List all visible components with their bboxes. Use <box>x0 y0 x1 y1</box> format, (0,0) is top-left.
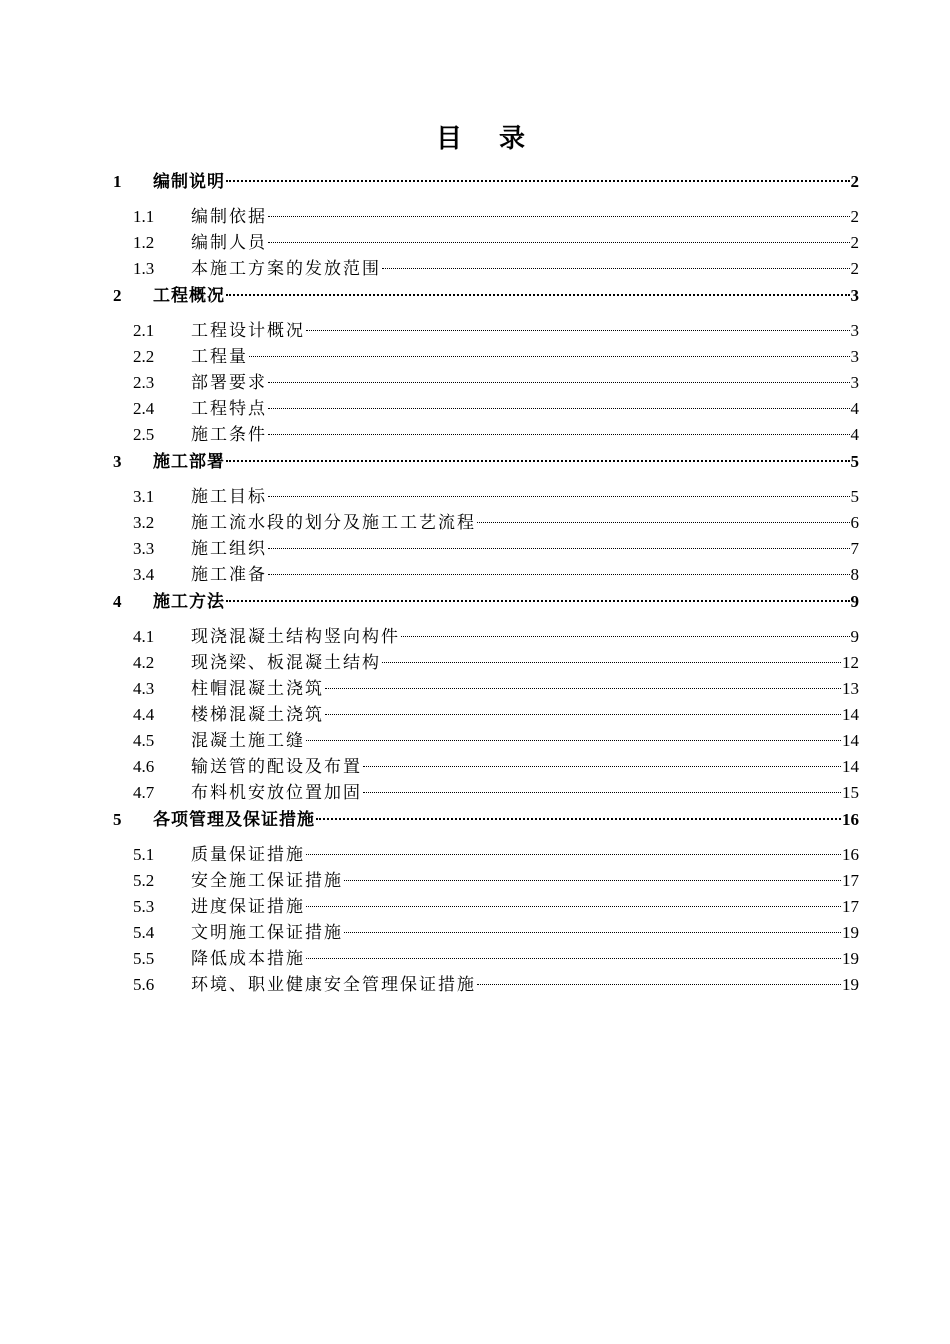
toc-entry-title: 编制人员 <box>191 233 267 253</box>
toc-dot-leader <box>306 854 841 855</box>
toc-dot-leader <box>477 984 841 985</box>
toc-entry-page: 19 <box>842 975 859 994</box>
toc-section-entry[interactable] <box>113 484 859 510</box>
toc-entry-page: 8 <box>850 565 859 584</box>
toc-dot-leader <box>306 740 841 741</box>
toc-dot-leader <box>382 662 841 663</box>
toc-dot-leader <box>226 294 850 296</box>
toc-entry-number: 2.1 <box>133 321 155 340</box>
toc-entry-page: 14 <box>842 731 859 750</box>
toc-entry-title: 工程量 <box>191 347 248 367</box>
toc-entry-title: 施工组织 <box>191 539 267 559</box>
toc-dot-leader <box>306 958 841 959</box>
toc-section-entry[interactable] <box>113 344 859 370</box>
toc-chapter-entry[interactable] <box>113 588 859 624</box>
toc-entry-number: 5.5 <box>133 949 155 968</box>
toc-dot-leader <box>363 792 841 793</box>
toc-entry-number: 3.4 <box>133 565 155 584</box>
toc-entry-title: 施工流水段的划分及施工工艺流程 <box>191 513 476 533</box>
toc-entry-page: 15 <box>842 783 859 802</box>
toc-dot-leader <box>401 636 850 637</box>
toc-section-entry[interactable] <box>113 396 859 422</box>
toc-entry-title: 工程设计概况 <box>191 321 305 341</box>
toc-entry-page: 3 <box>850 347 859 366</box>
toc-dot-leader <box>268 242 850 243</box>
toc-dot-leader <box>363 766 841 767</box>
toc-entry-title: 进度保证措施 <box>191 897 305 917</box>
toc-entry-number: 1.1 <box>133 207 155 226</box>
toc-entry-page: 19 <box>842 923 859 942</box>
toc-section-entry[interactable] <box>113 972 859 998</box>
toc-entry-number: 3 <box>113 452 122 471</box>
toc-entry-title: 工程特点 <box>191 399 267 419</box>
toc-entry-number: 4.4 <box>133 705 155 724</box>
toc-entry-title: 编制依据 <box>191 207 267 227</box>
toc-entry-page: 2 <box>850 259 859 278</box>
toc-section-entry[interactable] <box>113 676 859 702</box>
toc-entry-page: 5 <box>850 452 859 471</box>
toc-entry-number: 5.6 <box>133 975 155 994</box>
toc-entry-number: 4.6 <box>133 757 155 776</box>
toc-entry-title: 施工条件 <box>191 425 267 445</box>
toc-entry-number: 3.3 <box>133 539 155 558</box>
toc-entry-title: 现浇梁、板混凝土结构 <box>191 653 381 673</box>
toc-section-entry[interactable] <box>113 702 859 728</box>
toc-section-entry[interactable] <box>113 422 859 448</box>
toc-entry-title: 输送管的配设及布置 <box>191 757 362 777</box>
toc-section-entry[interactable] <box>113 370 859 396</box>
toc-dot-leader <box>226 600 850 602</box>
toc-dot-leader <box>268 574 850 575</box>
toc-section-entry[interactable] <box>113 780 859 806</box>
toc-entry-title: 本施工方案的发放范围 <box>191 259 381 279</box>
toc-entry-page: 3 <box>850 321 859 340</box>
toc-entry-number: 4.2 <box>133 653 155 672</box>
toc-dot-leader <box>344 932 841 933</box>
toc-entry-title: 柱帽混凝土浇筑 <box>191 679 324 699</box>
toc-entry-page: 9 <box>850 627 859 646</box>
toc-entry-number: 1.3 <box>133 259 155 278</box>
toc-dot-leader <box>325 688 841 689</box>
toc-entry-page: 17 <box>842 871 859 890</box>
toc-entry-page: 2 <box>850 207 859 226</box>
toc-entry-title: 布料机安放位置加固 <box>191 783 362 803</box>
toc-entry-title: 编制说明 <box>153 172 225 192</box>
toc-section-entry[interactable] <box>113 728 859 754</box>
toc-entry-number: 4.7 <box>133 783 155 802</box>
toc-entry-title: 安全施工保证措施 <box>191 871 343 891</box>
toc-entry-title: 工程概况 <box>153 286 225 306</box>
toc-dot-leader <box>325 714 841 715</box>
toc-dot-leader <box>268 548 850 549</box>
toc-dot-leader <box>306 906 841 907</box>
toc-entry-title: 各项管理及保证措施 <box>153 810 315 830</box>
toc-dot-leader <box>268 434 850 435</box>
toc-entry-page: 7 <box>850 539 859 558</box>
toc-dot-leader <box>249 356 850 357</box>
toc-section-entry[interactable] <box>113 624 859 650</box>
toc-section-entry[interactable] <box>113 894 859 920</box>
toc-entry-title: 环境、职业健康安全管理保证措施 <box>191 975 476 995</box>
toc-entry-title: 降低成本措施 <box>191 949 305 969</box>
toc-section-entry[interactable] <box>113 318 859 344</box>
toc-entry-page: 9 <box>850 592 859 611</box>
toc-entry-number: 4.5 <box>133 731 155 750</box>
toc-dot-leader <box>226 460 850 462</box>
toc-title: 目 录 <box>435 124 540 154</box>
toc-entry-number: 3.2 <box>133 513 155 532</box>
toc-entry-page: 16 <box>842 845 859 864</box>
toc-entry-title: 文明施工保证措施 <box>191 923 343 943</box>
toc-dot-leader <box>306 330 850 331</box>
toc-entry-page: 13 <box>842 679 859 698</box>
table-of-contents <box>113 168 859 998</box>
toc-entry-number: 2.4 <box>133 399 155 418</box>
toc-dot-leader <box>382 268 850 269</box>
toc-entry-page: 4 <box>850 425 859 444</box>
toc-section-entry[interactable] <box>113 754 859 780</box>
toc-entry-title: 施工部署 <box>153 452 225 472</box>
toc-entry-title: 质量保证措施 <box>191 845 305 865</box>
toc-entry-page: 5 <box>850 487 859 506</box>
toc-entry-number: 2.2 <box>133 347 155 366</box>
toc-entry-page: 2 <box>850 172 859 191</box>
toc-entry-number: 4.1 <box>133 627 155 646</box>
toc-entry-title: 混凝土施工缝 <box>191 731 305 751</box>
toc-entry-page: 4 <box>850 399 859 418</box>
toc-entry-page: 14 <box>842 757 859 776</box>
toc-section-entry[interactable] <box>113 230 859 256</box>
toc-section-entry[interactable] <box>113 650 859 676</box>
toc-entry-number: 5.2 <box>133 871 155 890</box>
toc-entry-number: 1 <box>113 172 122 191</box>
toc-section-entry[interactable] <box>113 562 859 588</box>
toc-chapter-entry[interactable] <box>113 282 859 318</box>
toc-entry-number: 4 <box>113 592 122 611</box>
toc-entry-page: 17 <box>842 897 859 916</box>
toc-dot-leader <box>226 180 850 182</box>
toc-section-entry[interactable] <box>113 536 859 562</box>
toc-entry-page: 3 <box>850 286 859 305</box>
toc-entry-number: 5.3 <box>133 897 155 916</box>
toc-entry-page: 3 <box>850 373 859 392</box>
toc-entry-page: 16 <box>842 810 859 829</box>
toc-section-entry[interactable] <box>113 868 859 894</box>
toc-entry-title: 部署要求 <box>191 373 267 393</box>
toc-dot-leader <box>344 880 841 881</box>
toc-entry-number: 5 <box>113 810 122 829</box>
toc-section-entry[interactable] <box>113 946 859 972</box>
toc-dot-leader <box>268 382 850 383</box>
toc-chapter-entry[interactable] <box>113 448 859 484</box>
toc-dot-leader <box>268 496 850 497</box>
toc-dot-leader <box>268 408 850 409</box>
toc-entry-number: 2.3 <box>133 373 155 392</box>
toc-dot-leader <box>316 818 841 820</box>
toc-dot-leader <box>268 216 850 217</box>
toc-section-entry[interactable] <box>113 510 859 536</box>
toc-entry-page: 2 <box>850 233 859 252</box>
toc-entry-title: 现浇混凝土结构竖向构件 <box>191 627 400 647</box>
toc-entry-number: 2 <box>113 286 122 305</box>
toc-entry-page: 14 <box>842 705 859 724</box>
toc-section-entry[interactable] <box>113 204 859 230</box>
toc-entry-title: 施工方法 <box>153 592 225 612</box>
toc-section-entry[interactable] <box>113 920 859 946</box>
toc-entry-page: 6 <box>850 513 859 532</box>
toc-entry-title: 施工目标 <box>191 487 267 507</box>
toc-entry-page: 19 <box>842 949 859 968</box>
toc-entry-number: 1.2 <box>133 233 155 252</box>
toc-dot-leader <box>477 522 850 523</box>
toc-section-entry[interactable] <box>113 256 859 282</box>
toc-entry-number: 2.5 <box>133 425 155 444</box>
toc-chapter-entry[interactable] <box>113 168 859 204</box>
toc-entry-number: 5.4 <box>133 923 155 942</box>
toc-chapter-entry[interactable] <box>113 806 859 842</box>
toc-entry-number: 5.1 <box>133 845 155 864</box>
toc-section-entry[interactable] <box>113 842 859 868</box>
toc-entry-title: 施工准备 <box>191 565 267 585</box>
toc-entry-page: 12 <box>842 653 859 672</box>
toc-entry-number: 4.3 <box>133 679 155 698</box>
toc-entry-number: 3.1 <box>133 487 155 506</box>
toc-entry-title: 楼梯混凝土浇筑 <box>191 705 324 725</box>
